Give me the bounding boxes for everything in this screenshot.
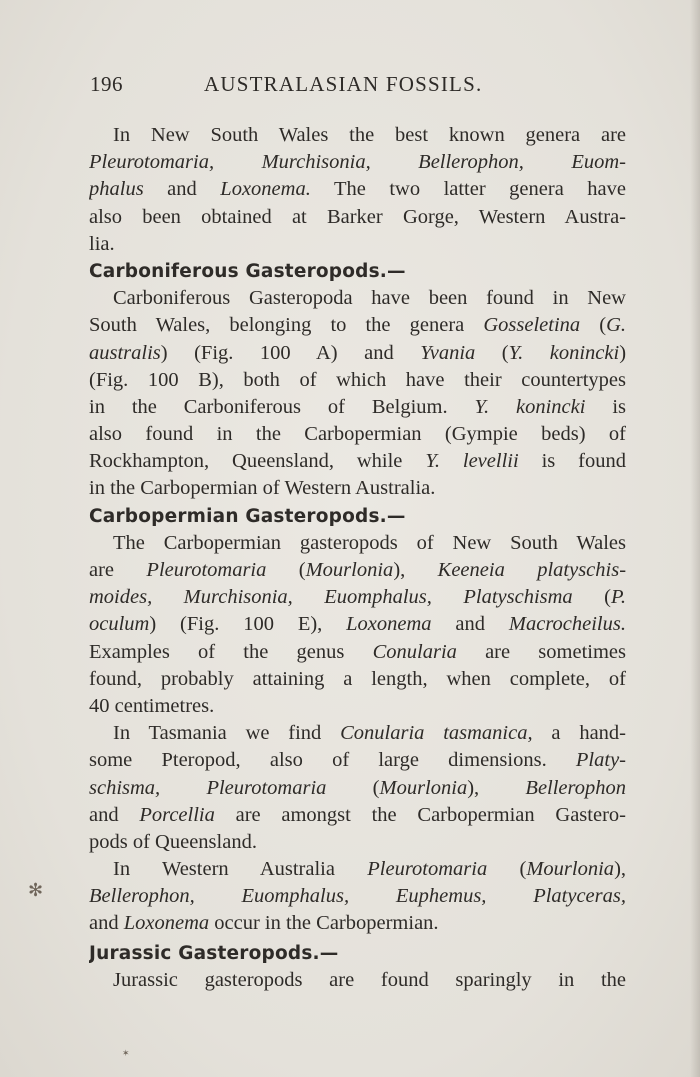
- paper-blemish-icon: ✻: [28, 880, 44, 900]
- page-header: [90, 72, 626, 104]
- text-line: Rockhampton, Queensland, while Y. levellii is found: [89, 450, 626, 473]
- text-line: in the Carboniferous of Belgium. Y. konincki is: [89, 395, 626, 418]
- text-line: are Pleurotomaria (Mourlonia), Keeneia platyschis-: [89, 559, 626, 581]
- section-heading: Carboniferous Gasteropods.—: [89, 260, 406, 282]
- text-line: australis) (Fig. 100 A) and Yvania (Y. konincki): [89, 341, 626, 364]
- text-line: (Fig. 100 B), both of which have their countertypes: [89, 368, 626, 391]
- text-line: Pleurotomaria, Murchisonia, Bellerophon, Euom-: [89, 151, 626, 174]
- text-line: Bellerophon, Euomphalus, Euphemus, Platyceras,: [89, 885, 626, 908]
- section-heading: Jurassic Gasteropods.—: [89, 942, 339, 964]
- text-line: also been obtained at Barker Gorge, Western Austra-: [89, 205, 626, 228]
- text-line: Jurassic gasteropods are found sparingly in the: [113, 968, 626, 991]
- text-line: In New South Wales the best known genera are: [113, 124, 626, 146]
- text-line: Carboniferous Gasteropoda have been found in New: [113, 287, 626, 310]
- text-line: pods of Queensland.: [89, 830, 257, 853]
- text-line: South Wales, belonging to the genera Gosseletina (G.: [89, 314, 626, 337]
- text-line: lia.: [89, 232, 115, 255]
- text-line: some Pteropod, also of large dimensions. Platy-: [89, 749, 626, 772]
- text-line: oculum) (Fig. 100 E), Loxonema and Macrocheilus.: [89, 613, 626, 636]
- text-line: In Tasmania we find Conularia tasmanica, a hand-: [113, 722, 626, 745]
- text-line: and Porcellia are amongst the Carbopermian Gastero-: [89, 803, 626, 826]
- text-line: schisma, Pleurotomaria (Mourlonia), Bellerophon: [89, 776, 626, 799]
- text-line: moides, Murchisonia, Euomphalus, Platyschisma (P.: [89, 586, 626, 609]
- text-line: Examples of the genus Conularia are sometimes: [89, 640, 626, 663]
- text-line: In Western Australia Pleurotomaria (Mourlonia),: [113, 858, 626, 881]
- text-line: found, probably attaining a length, when complete, of: [89, 667, 626, 690]
- text-line: and Loxonema occur in the Carbopermian.: [89, 912, 439, 935]
- running-title: AUSTRALASIAN FOSSILS.: [204, 72, 483, 96]
- text-line: 40 centimetres.: [89, 694, 215, 717]
- text-line: also found in the Carbopermian (Gympie beds) of: [89, 423, 626, 446]
- page-number: 196: [90, 72, 123, 96]
- text-line: phalus and Loxonema. The two latter genera have: [89, 178, 626, 201]
- text-line: in the Carbopermian of Western Australia.: [89, 477, 436, 500]
- section-heading: Carbopermian Gasteropods.—: [89, 505, 406, 527]
- text-line: The Carbopermian gasteropods of New South Wales: [113, 531, 626, 554]
- body-text: [89, 122, 626, 994]
- spine-shadow: [690, 0, 700, 1077]
- paper-speck-icon: ✶: [122, 1048, 130, 1058]
